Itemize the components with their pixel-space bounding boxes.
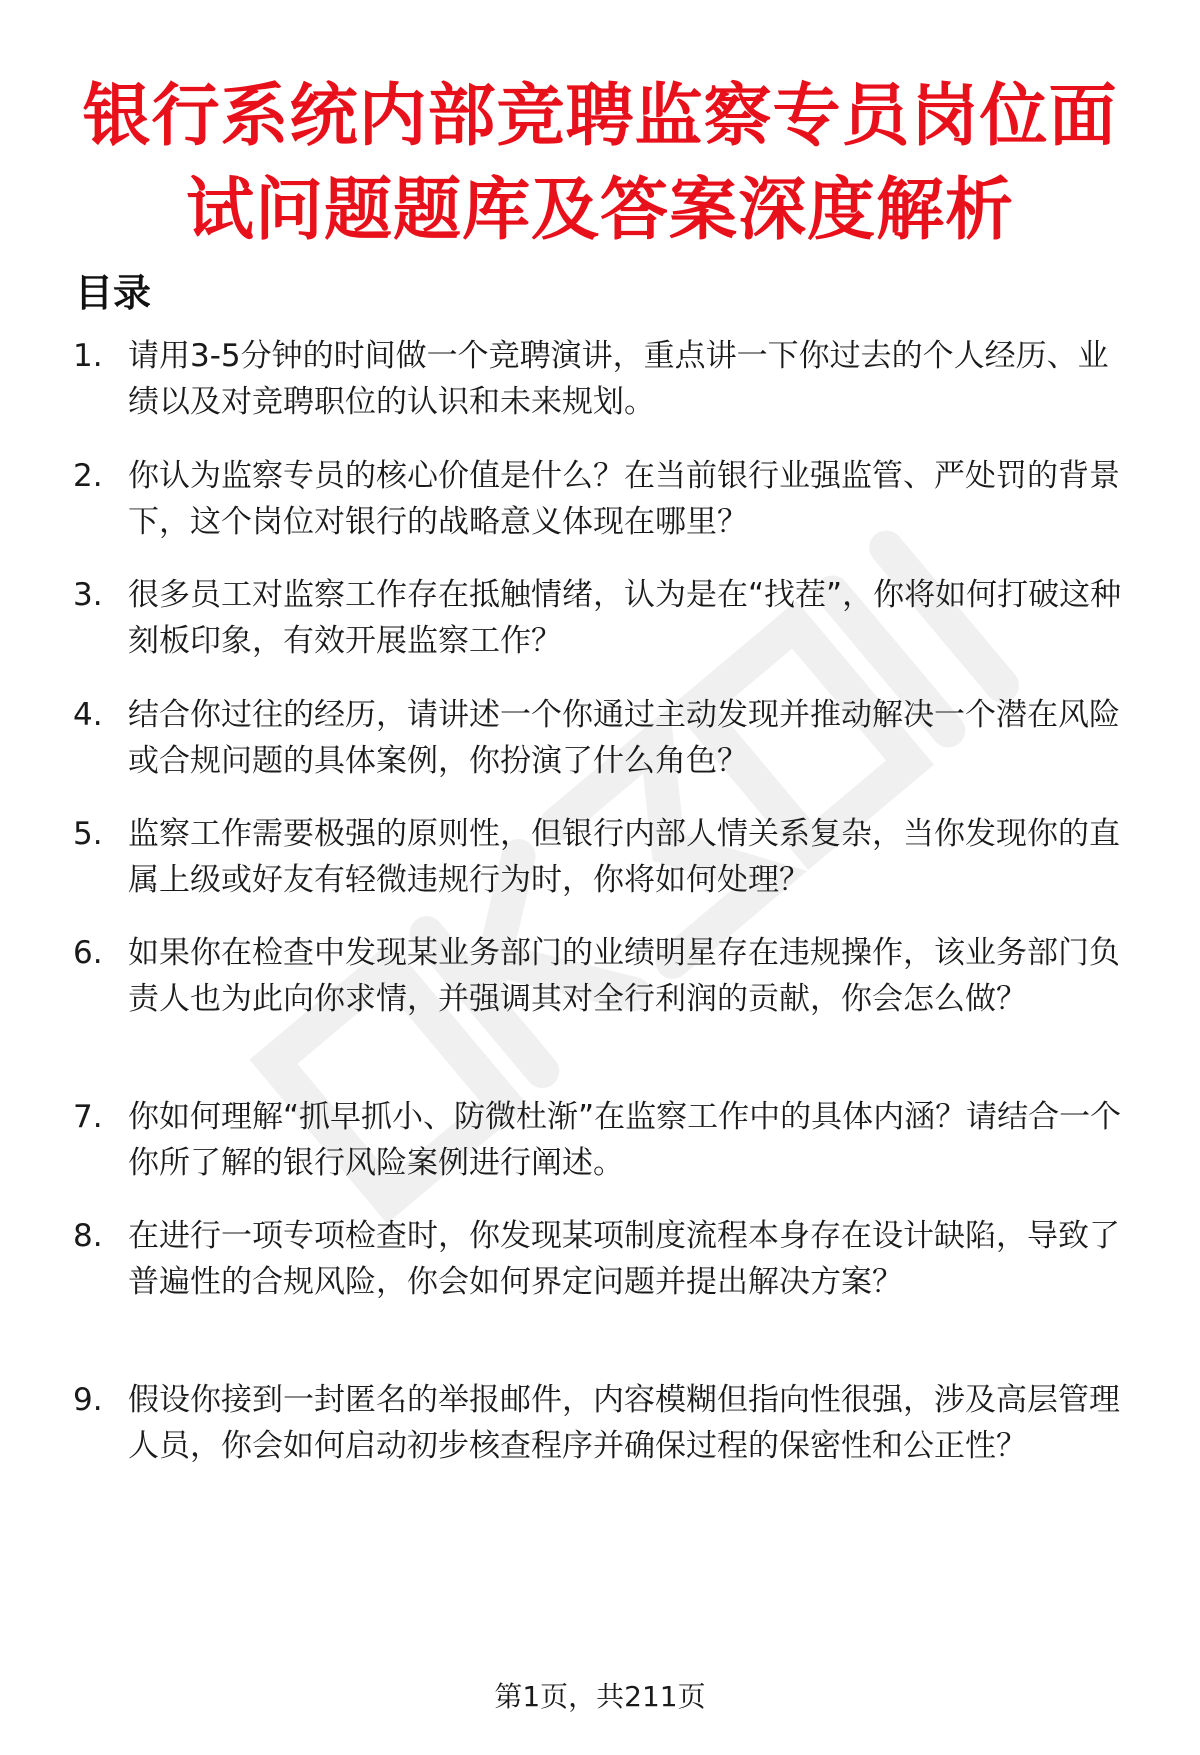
toc-item-text: 你如何理解“抓早抓小、防微杜渐”在监察工作中的具体内涵？请结合一个你所了解的银行风险案例进行阐述。 bbox=[128, 1099, 1122, 1181]
toc-item-number: 1. bbox=[73, 338, 103, 374]
toc-item-number: 5. bbox=[73, 816, 103, 852]
page-footer: 第1页，共211页 bbox=[494, 1680, 706, 1713]
toc-item-number: 2. bbox=[73, 458, 103, 494]
toc-item-number: 6. bbox=[73, 935, 103, 971]
toc-item-number: 8. bbox=[73, 1218, 103, 1254]
toc-item-text: 结合你过往的经历，请讲述一个你通过主动发现并推动解决一个潜在风险或合规问题的具体案例，你扮演了什么角色？ bbox=[128, 697, 1120, 779]
toc-item-text: 如果你在检查中发现某业务部门的业绩明星存在违规操作，该业务部门负责人也为此向你求情，并强调其对全行利润的贡献，你会怎么做？ bbox=[128, 935, 1120, 1017]
toc-item-number: 9. bbox=[73, 1382, 103, 1418]
toc-item-number: 7. bbox=[73, 1099, 103, 1135]
document-title: 银行系统内部竞聘监察专员岗位面试问题题库及答案深度解析 bbox=[82, 77, 1118, 250]
toc-item-text: 你认为监察专员的核心价值是什么？在当前银行业强监管、严处罚的背景下，这个岗位对银行的战略意义体现在哪里？ bbox=[128, 458, 1120, 540]
toc-item-text: 在进行一项专项检查时，你发现某项制度流程本身存在设计缺陷，导致了普遍性的合规风险，你会如何界定问题并提出解决方案？ bbox=[128, 1218, 1120, 1300]
toc-item-text: 假设你接到一封匿名的举报邮件，内容模糊但指向性很强，涉及高层管理人员，你会如何启动初步核查程序并确保过程的保密性和公正性？ bbox=[128, 1382, 1120, 1464]
toc-heading: 目录 bbox=[75, 271, 152, 315]
toc-item-number: 4. bbox=[73, 697, 103, 733]
toc-item-number: 3. bbox=[73, 577, 103, 613]
toc-item-text: 请用3-5分钟的时间做一个竞聘演讲，重点讲一下你过去的个人经历、业绩以及对竞聘职位的认识和未来规划。 bbox=[128, 338, 1109, 420]
toc-item-text: 监察工作需要极强的原则性，但银行内部人情关系复杂，当你发现你的直属上级或好友有轻微违规行为时，你将如何处理？ bbox=[128, 816, 1120, 898]
toc-item-text: 很多员工对监察工作存在抵触情绪，认为是在“找茬”，你将如何打破这种刻板印象，有效开展监察工作？ bbox=[128, 577, 1122, 659]
